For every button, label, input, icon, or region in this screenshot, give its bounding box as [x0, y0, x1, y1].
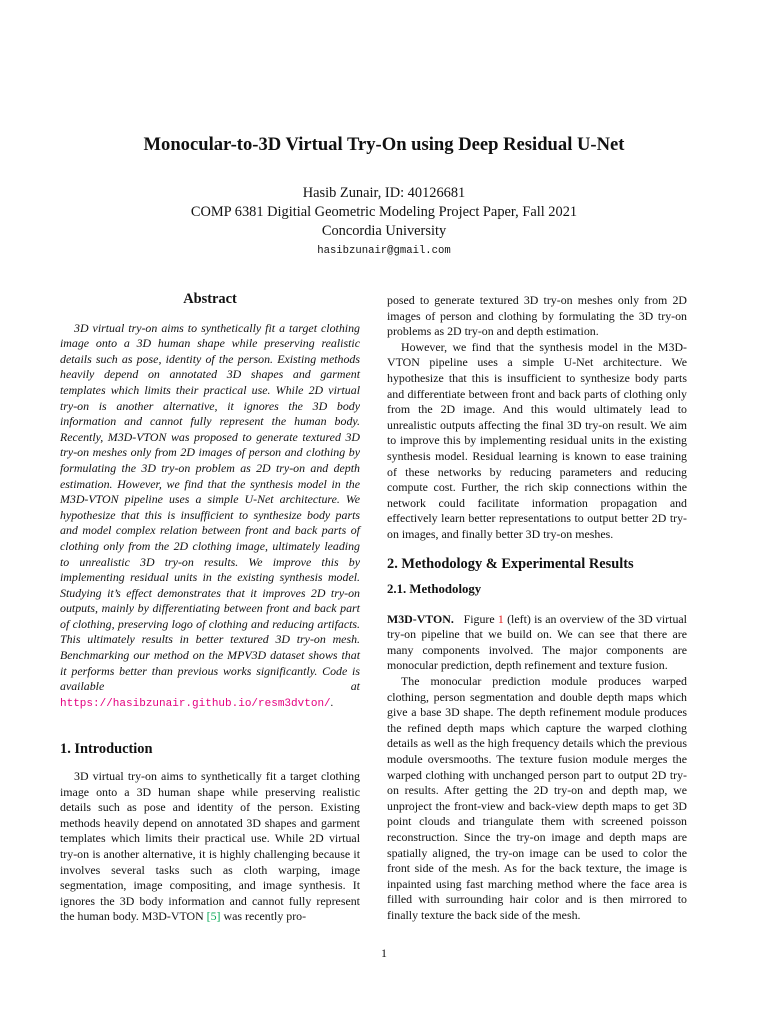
methodology-subheading: 2.1. Methodology — [387, 582, 482, 597]
intro-tail: was recently pro — [223, 909, 303, 924]
methodology-paragraph-1 — [387, 612, 687, 674]
figure-ref-link[interactable]: 1 — [497, 611, 504, 626]
page-number: 1 — [381, 946, 387, 960]
methodology-paragraph-2: The monocular prediction module produces warped clothing, person segmentation and double depth maps which give a base 3D shape. The depth refinement module produces the refined depth maps which capture the warped clothing details as well as the high frequency details which the previous module oversmooths. The texture fusion module merges the warped clothing with unchanged person part to output 2D try-on results. After getting the 2D try-on and depth map, we unproject the front-view and back-view depth maps to get 3D point clouds and triangulate them with screened poisson reconstruction. Since the try-on image and depth maps are spatially aligned, the try-on image can be used to color the front side of the mesh. As for the back texture, the image is inpainted using fast marching method where the face area is filled with surrounding hair color and is then mirrored to finally texture the back side of the mesh. — [387, 674, 687, 922]
runin-heading: M3D-VTON. — [387, 611, 454, 626]
author-line: Hasib Zunair, ID: 40126681 — [302, 185, 466, 201]
course-line: COMP 6381 Digitial Geometric Modeling Project Paper, Fall 2021 — [190, 204, 578, 220]
citation-link[interactable]: [5] — [206, 909, 221, 924]
intro-text: 3D virtual try-on aims to synthetically fit a target clothing image onto a 3D human shape while preserving realistic details such as pose and identity of the person. Existing methods heavily depend on annotated 3D shapes and garment templates which limits their practical use. While 2D virtual try-on is another alternative, it is highly challenging because it involves several tasks such as cloth warping, image segmentation, image compositing, and image synthesis. It ignores the 3D body information and cannot fully represent the human body. M3D-VTON — [60, 769, 360, 924]
author-email[interactable]: hasibzunair@gmail.com — [317, 245, 451, 257]
paper-title: Monocular-to-3D Virtual Try-On using Deep Residual U-Net — [143, 134, 625, 155]
methodology-heading: 2. Methodology & Experimental Results — [387, 555, 634, 572]
introduction-paragraph-2: However, we find that the synthesis model in the M3D-VTON pipeline uses a simple U-Net architecture. We hypothesize that this is insufficient to synthesize body parts and differentiate between front and back parts of clothing only from the 2D image. And this would ultimately lead to unrealistic outputs affecting the final 3D try-on result. We aim to improve this by implementing residual units in the existing synthesis model. Residual learning is known to ease training of these networks by reducing parameters and reducing compute cost. Further, the rich skip connections within the network could facilitate information propagation and effectively learn better representations to output better 2D try-on images, and finally better 3D try-on meshes. — [387, 339, 687, 541]
introduction-paragraph: 3D virtual try-on aims to synthetically fit a target clothing image onto a 3D human shape while preserving realistic details such as pose and identity of the person. Existing methods heavily depend on annotated 3D shapes and garment templates which limits their practical use. While 2D virtual try-on is another alternative, it is highly challenging because it involves several tasks such as cloth warping, image segmentation, image compositing, and image synthesis. It ignores the 3D body information and cannot fully represent the human body. M3D-VTON [5] was recently pro- — [60, 769, 360, 924]
affiliation: Concordia University — [321, 223, 447, 239]
author-block — [0, 184, 768, 261]
left-column — [60, 292, 360, 925]
abstract-heading: Abstract — [183, 291, 237, 307]
abstract-text — [60, 321, 360, 713]
abstract-body: 3D virtual try-on aims to synthetically fit a target clothing image onto a 3D human shape while preserving realistic details such as pose, identity of the person. Existing methods heavily depend on annotated 3D shapes and garment templates which limits their practical use. While 2D virtual try-on is another alternative, it ignores the 3D body information and cannot fully represent the human body. Recently, M3D-VTON was proposed to generate textured 3D try-on meshes only from 2D images of person and clothing by formulating the 3D try-on problem as 2D try-on and depth estimation. However, we find that the synthesis model in the M3D-VTON pipeline uses a simple U-Net architecture. We hypothesize that this is insufficient to synthesize body parts and model complex relation between front and back parts of clothing only from the 2D clothing image, ultimately leading to unrealistic 3D try-on results. We improve this by implementing residual units in the existing synthesis model. Studying it’s effect demonstrates that it improves 2D try-on outputs, mainly by differentiating between front and back part of clothing, preserving logo of clothing and reducing artifacts. This ultimately results in better textured 3D try-on mesh. Benchmarking our method on the MPV3D dataset shows that it performs better than previous works significantly. Code is available at — [60, 320, 360, 694]
right-column — [387, 293, 687, 924]
code-link[interactable]: https://hasibzunair.github.io/resm3dvton/ — [60, 697, 331, 710]
abstract-end: . — [330, 694, 334, 709]
introduction-heading: 1. Introduction — [60, 741, 153, 758]
fig-post: (left) is an overview of the 3D virtual try-on pipeline that we build on. We can see that there are many components involved. The major components are monocular prediction, depth refinement and texture fusion. — [387, 611, 687, 673]
introduction-continuation: posed to generate textured 3D try-on meshes only from 2D images of person and clothing by formulating the 3D try-on problems as 2D try-on and depth estimation. — [387, 293, 687, 339]
fig-pre: Figure — [463, 611, 495, 626]
